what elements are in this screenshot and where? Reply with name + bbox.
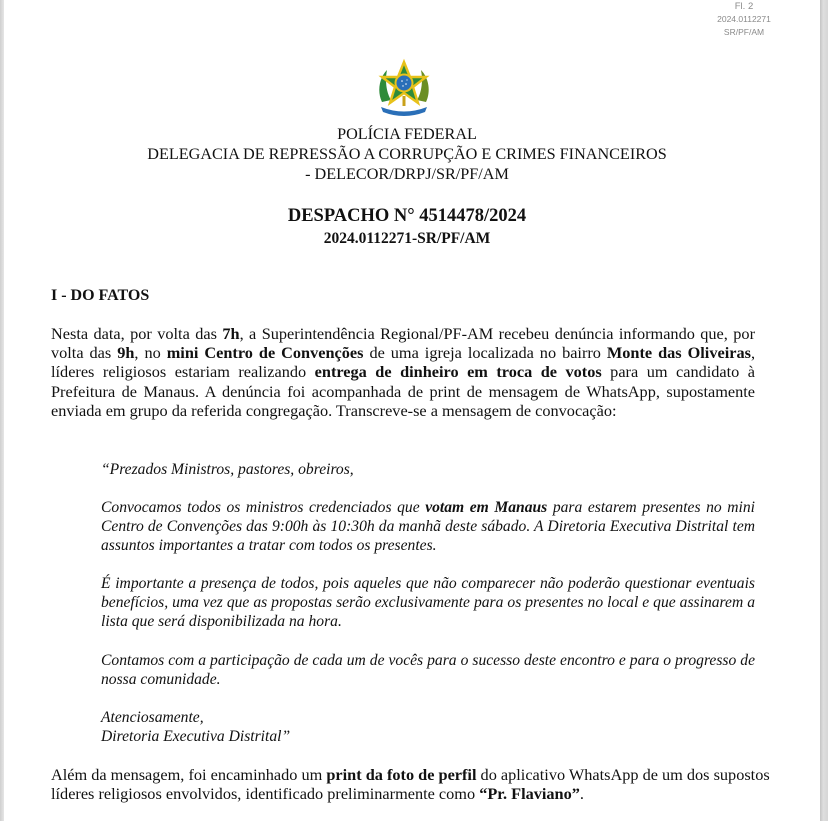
- quote-paragraph-1: Convocamos todos os ministros credenciados que votam em Manaus para estarem presentes no mini Centro de Convenções das 9:00h às 10:30h da manhã deste sábado. A Diretoria Executiva Distrital tem assuntos importantes a tratar com todos os presentes.: [101, 499, 755, 555]
- header-department: DELEGACIA DE REPRESSÃO A CORRUPÇÃO E CRIMES FINANCEIROS: [147, 145, 667, 163]
- stamp-process-number: 2024.0112271: [717, 14, 771, 24]
- viewer-scrollbar[interactable]: [820, 0, 828, 821]
- profile-photo-paragraph: Além da mensagem, foi encaminhado um print da foto de perfil do aplicativo WhatsApp de um dos supostos líderes religiosos envolvidos, identificado preliminarmente como “Pr. Flaviano”.: [51, 765, 770, 804]
- stamp-unit: SR/PF/AM: [723, 27, 765, 37]
- quote-paragraph-3: Contamos com a participação de cada um de vocês para o sucesso deste encontro e para o progresso de nossa comunidade.: [101, 652, 755, 689]
- folio-number: Fl. 2: [734, 1, 754, 12]
- brazil-coat-of-arms-icon: [373, 58, 435, 120]
- left-laurel-branch: [379, 70, 391, 102]
- despacho-number: DESPACHO N° 4514478/2024: [287, 206, 527, 226]
- issuing-authority: [4, 124, 810, 184]
- header-division: - DELECOR/DRPJ/SR/PF/AM: [305, 165, 509, 183]
- quote-paragraph-2: É importante a presença de todos, pois aqueles que não comparecer não poderão questionar eventuais benefícios, uma vez que as propostas serão exclusivamente para os presentes no local e que assinarem a lista que será disponibilizada na hora.: [101, 575, 755, 631]
- folio-stamp: [694, 0, 794, 39]
- blue-disc: [397, 76, 412, 91]
- document-title: [4, 204, 810, 250]
- sword-hilt: [403, 96, 406, 106]
- facts-paragraph: Nesta data, por volta das 7h, a Superintendência Regional/PF-AM recebeu denúncia informando que, por volta das 9h, no mini Centro de Convenções de uma igreja localizada no bairro Monte das Oliveiras, líderes religiosos estariam realizando entrega de dinheiro em troca de votos para um candidato à Prefeitura de Manaus. A denúncia foi acompanhada de print de mensagem de WhatsApp, supostamente enviada em grupo da referida congregação. Transcreve-se a mensagem de convocação:: [51, 324, 756, 420]
- header-agency: POLÍCIA FEDERAL: [337, 125, 477, 143]
- section-heading: I - DO FATOS: [51, 287, 150, 304]
- quote-closing: Atenciosamente,: [101, 709, 204, 726]
- process-reference: 2024.0112271-SR/PF/AM: [323, 230, 491, 247]
- quote-signoff: [101, 708, 755, 746]
- quote-signature: Diretoria Executiva Distrital”: [101, 728, 291, 746]
- ribbon: [381, 107, 427, 116]
- document-page: [4, 0, 820, 821]
- quote-greeting: “Prezados Ministros, pastores, obreiros,: [101, 461, 354, 478]
- right-coffee-branch: [417, 70, 429, 102]
